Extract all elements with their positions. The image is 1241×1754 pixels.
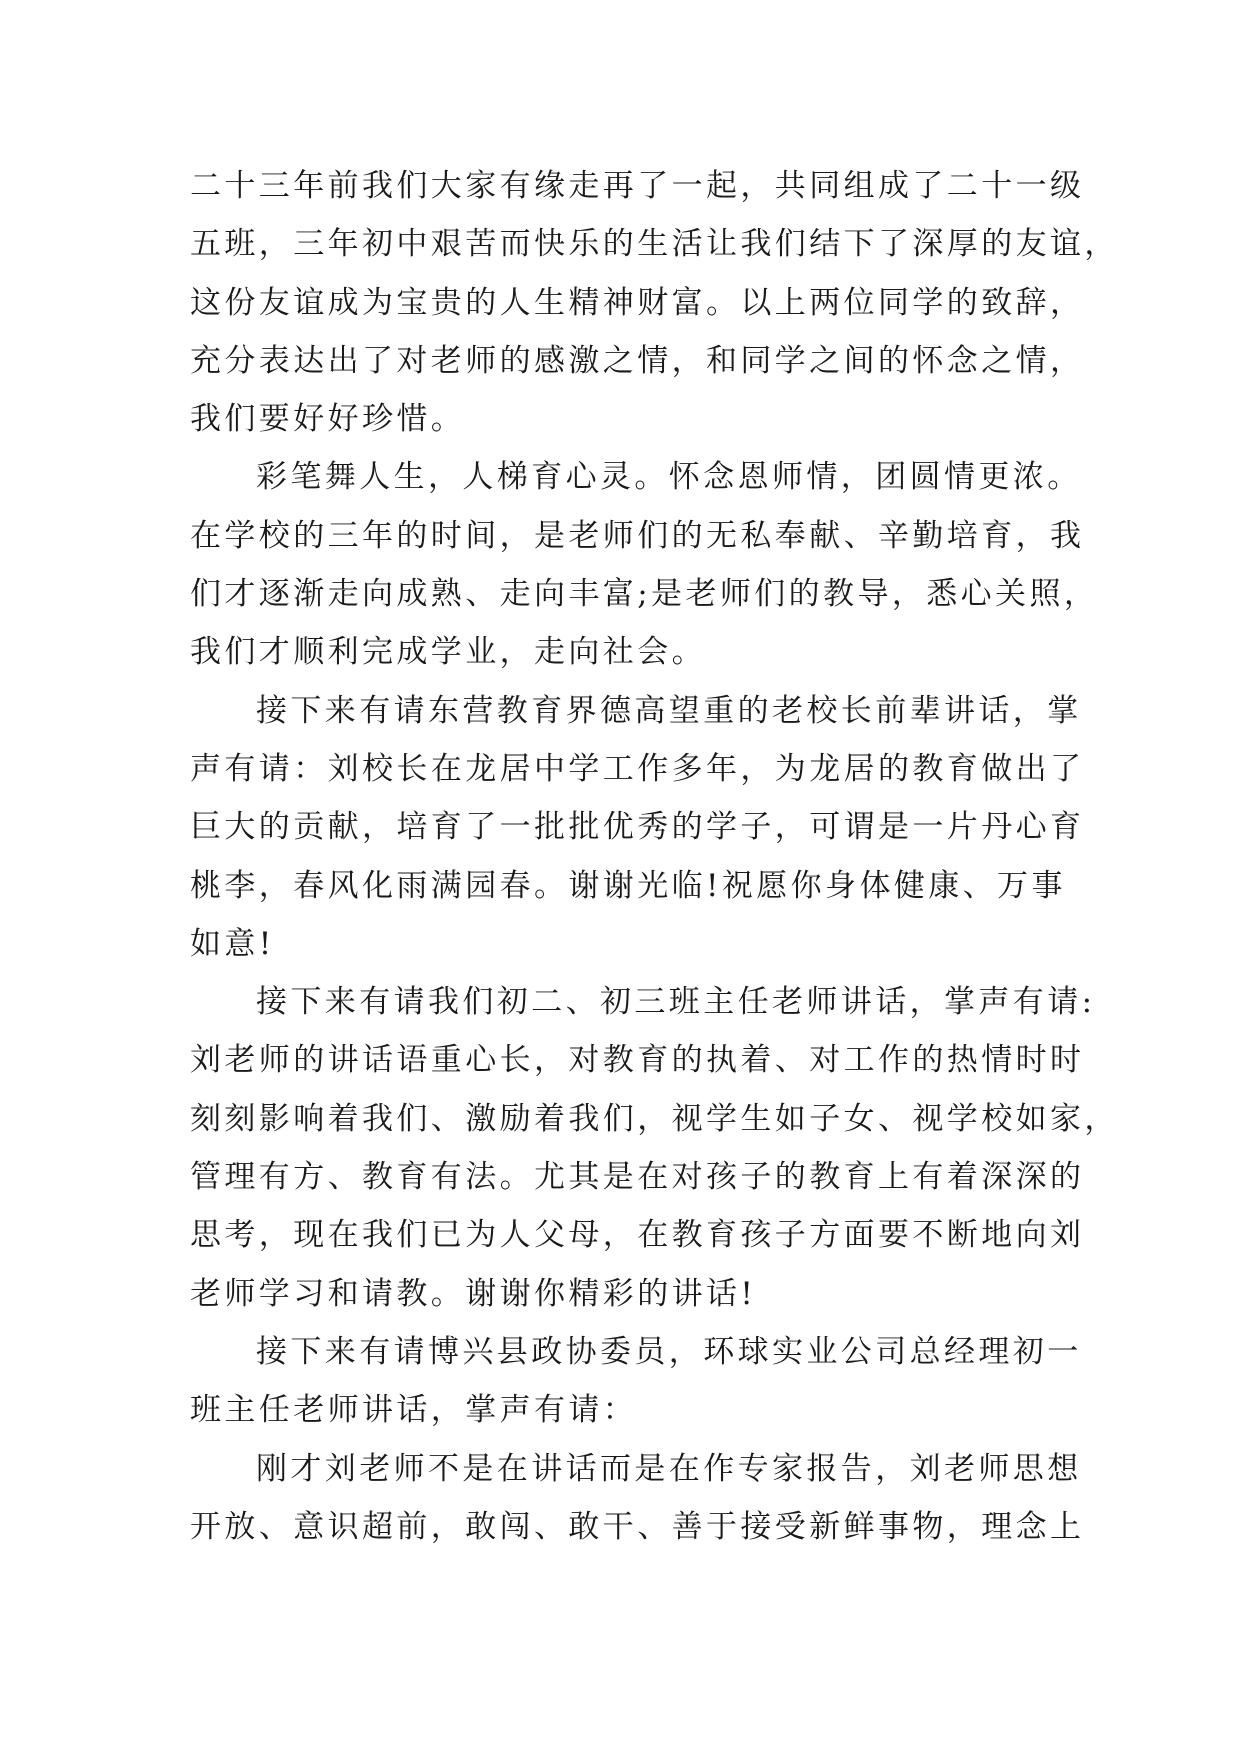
text-line: 思考，现在我们已为人父母，在教育孩子方面要不断地向刘 (190, 1217, 1085, 1254)
document-body (190, 157, 1119, 1556)
text-line: 们才逐渐走向成熟、走向丰富;是老师们的教导，悉心关照， (190, 576, 1099, 613)
text-line: 巨大的贡献，培育了一批批优秀的学子，可谓是一片丹心育 (190, 809, 1085, 846)
paragraph-first-line: 接下来有请博兴县政协委员，环球实业公司总经理初一 (256, 1333, 1082, 1370)
text-line: 管理有方、教育有法。尤其是在对孩子的教育上有着深深的 (190, 1159, 1085, 1196)
text-line: 五班，三年初中艰苦而快乐的生活让我们结下了深厚的友谊， (190, 226, 1119, 263)
text-line: 声有请：刘校长在龙居中学工作多年，为龙居的教育做出了 (190, 750, 1085, 787)
text-line: 开放、意识超前，敢闯、敢干、善于接受新鲜事物，理念上 (190, 1508, 1085, 1545)
text-line: 班主任老师讲话，掌声有请： (190, 1392, 638, 1429)
text-line: 在学校的三年的时间，是老师们的无私奉献、辛勤培育，我 (190, 517, 1085, 554)
text-line: 刘老师的讲话语重心长，对教育的执着、对工作的热情时时 (190, 1042, 1085, 1079)
text-line: 二十三年前我们大家有缘走再了一起，共同组成了二十一级 (190, 168, 1085, 204)
paragraph-first-line: 刚才刘老师不是在讲话而是在作专家报告，刘老师思想 (256, 1450, 1082, 1487)
paragraph-first-line: 接下来有请我们初二、初三班主任老师讲话，掌声有请: (256, 984, 1096, 1021)
text-line: 老师学习和请教。谢谢你精彩的讲话! (190, 1275, 757, 1312)
text-line: 这份友谊成为宝贵的人生精神财富。以上两位同学的致辞， (190, 284, 1085, 321)
text-line: 充分表达出了对老师的感激之情，和同学之间的怀念之情， (190, 342, 1085, 379)
text-line: 如意! (190, 925, 275, 962)
text-line: 桃李，春风化雨满园春。谢谢光临!祝愿你身体健康、万事 (190, 867, 1066, 904)
text-line: 我们才顺利完成学业，走向社会。 (190, 634, 706, 671)
paragraph-first-line: 彩笔舞人生，人梯育心灵。怀念恩师情，团圆情更浓。 (256, 459, 1082, 496)
text-line: 我们要好好珍惜。 (190, 401, 466, 438)
paragraph-first-line: 接下来有请东营教育界德高望重的老校长前辈讲话，掌 (256, 692, 1082, 729)
text-line: 刻刻影响着我们、激励着我们，视学生如子女、视学校如家， (190, 1100, 1119, 1137)
